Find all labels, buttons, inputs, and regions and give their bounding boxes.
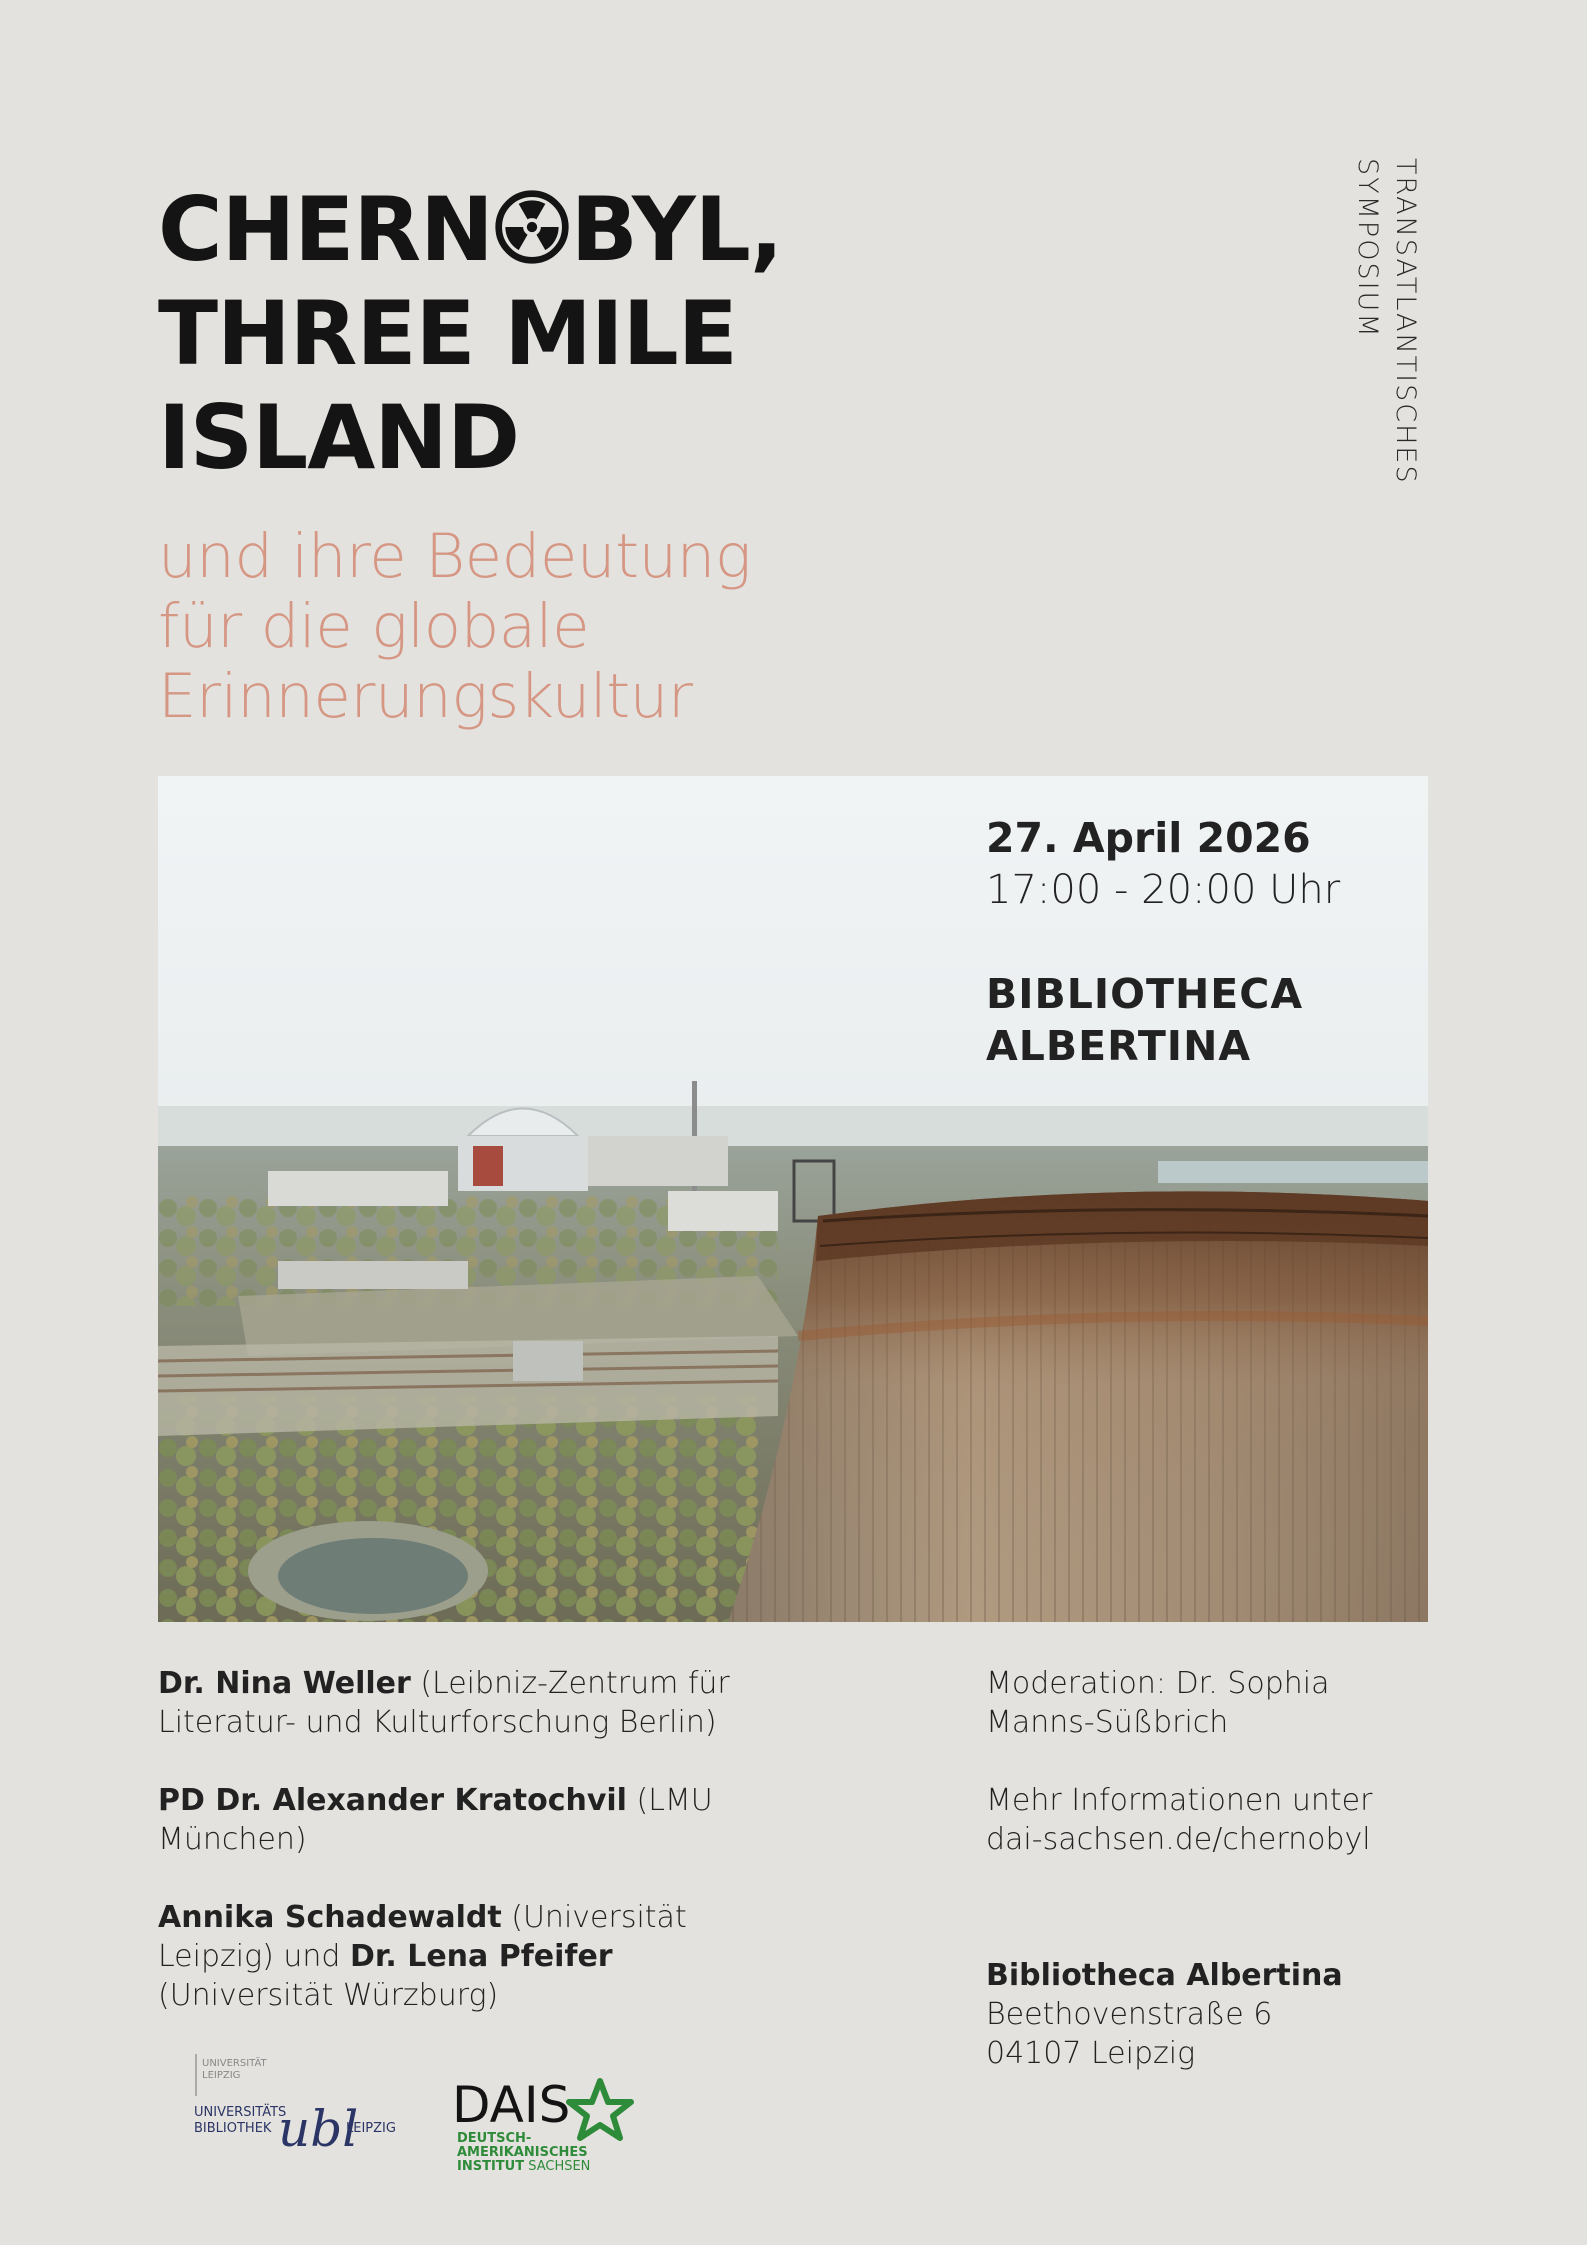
speaker-name: Dr. Lena Pfeifer — [349, 1939, 613, 1974]
ubl-left-line-1: UNIVERSITÄTS — [194, 2105, 287, 2120]
poster-subtitle — [158, 522, 751, 732]
venue-address — [986, 1956, 1343, 2073]
title-line-3: ISLAND — [158, 386, 519, 489]
poster-title — [158, 178, 782, 490]
speaker-name: PD Dr. Alexander Kratochvil — [158, 1783, 627, 1818]
dais-line-1: DEUTSCH- — [457, 2131, 532, 2146]
dais-mark: DAIS — [452, 2078, 571, 2134]
dais-line-3-regular: SACHSEN — [524, 2159, 591, 2174]
speaker-affiliation: (Universität Leipzig) und — [158, 1900, 687, 1974]
more-info-text: Mehr Informationen unter dai-sachsen.de/chernobyl — [986, 1783, 1373, 1857]
dais-line-3-bold: INSTITUT — [457, 2159, 525, 2174]
speaker-affiliation: (Universität Würzburg) — [158, 1978, 499, 2013]
event-venue-line-1: BIBLIOTHECA — [986, 970, 1304, 1018]
speaker-entry — [158, 1781, 778, 1859]
event-venue-line-2: ALBERTINA — [986, 1022, 1252, 1070]
symposium-label-line-2: SYMPOSIUM — [1352, 158, 1383, 339]
ubl-left-line-2: BIBLIOTHEK — [194, 2121, 272, 2136]
ubl-top-line-2: LEIPZIG — [202, 2070, 241, 2081]
ubl-mark: ubl — [278, 2100, 359, 2158]
speaker-entry — [158, 1898, 778, 2015]
event-time: 17:00 - 20:00 Uhr — [986, 867, 1341, 913]
address-name: Bibliotheca Albertina — [986, 1958, 1343, 1993]
event-venue — [986, 968, 1340, 1072]
ubl-right-text: LEIPZIG — [346, 2121, 396, 2136]
subtitle-line-2: für die globale — [158, 591, 590, 662]
title-line-2: THREE MILE — [158, 282, 737, 385]
speaker-affiliation: (Leibniz-Zentrum für Literatur- und Kulturforschung Berlin) — [158, 1666, 730, 1740]
speaker-name: Annika Schadewaldt — [158, 1900, 502, 1935]
subtitle-line-3: Erinnerungskultur — [158, 661, 693, 732]
moderation-text: Moderation: Dr. Sophia Manns-Süßbrich — [986, 1666, 1330, 1740]
title-text-a: CHERN — [158, 178, 493, 281]
title-line-1 — [158, 178, 782, 282]
address-city: 04107 Leipzig — [986, 2036, 1196, 2071]
ubl-logo — [192, 2052, 412, 2172]
address-street: Beethovenstraße 6 — [986, 1997, 1273, 2032]
event-date: 27. April 2026 — [986, 814, 1311, 862]
speaker-name: Dr. Nina Weller — [158, 1666, 411, 1701]
symposium-label — [1348, 158, 1424, 518]
star-icon — [569, 2081, 631, 2138]
speaker-entry — [158, 1664, 778, 1742]
speaker-list — [158, 1664, 778, 2054]
speaker-affiliation: (LMU München) — [158, 1783, 713, 1857]
radiation-icon — [495, 190, 569, 264]
ubl-top-line-1: UNIVERSITÄT — [202, 2058, 267, 2069]
dais-line-2: AMERIKANISCHES — [457, 2145, 588, 2160]
symposium-label-line-1: TRANSATLANTISCHES — [1390, 158, 1421, 485]
title-text-b: BYL, — [570, 178, 783, 281]
event-info — [986, 812, 1340, 1072]
subtitle-line-1: und ihre Bedeutung — [158, 521, 751, 592]
info-column — [986, 1664, 1406, 1898]
dais-line-3 — [457, 2159, 590, 2174]
dais-logo — [450, 2078, 650, 2178]
